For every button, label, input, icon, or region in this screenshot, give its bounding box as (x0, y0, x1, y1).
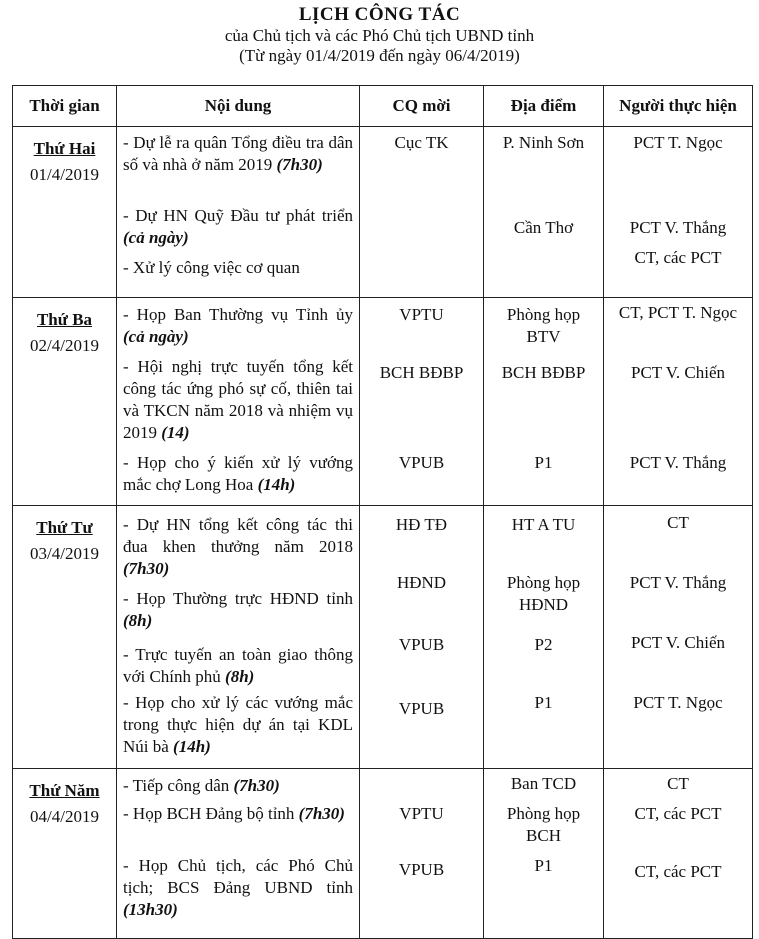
inviting-agency: VPUB (398, 635, 445, 654)
performer: PCT V. Thắng (629, 573, 727, 592)
location: BCH BĐBP (501, 363, 586, 382)
header-row (13, 86, 753, 127)
org-cell (360, 769, 484, 939)
location: Phòng họp HĐND (506, 573, 581, 614)
performer: PCT V. Chiến (630, 363, 725, 382)
schedule-item: - Dự HN tổng kết công tác thi đua khen thưởng năm 2018 (7h30) (123, 515, 353, 578)
day-name: Thứ Hai (33, 139, 96, 158)
schedule-item: - Họp cho xử lý các vướng mắc trong thực hiện dự án tại KDL Núi bà (14h) (123, 693, 353, 756)
inviting-agency: Cục TK (394, 133, 449, 152)
day-row-monday (13, 127, 753, 298)
schedule-item: - Họp Thường trực HĐND tỉnh (8h) (123, 589, 353, 630)
day-cell (13, 769, 117, 939)
place-cell (484, 298, 604, 506)
org-cell (360, 506, 484, 769)
place-cell (484, 769, 604, 939)
performer: PCT V. Thắng (629, 453, 727, 472)
schedule-item: - Dự HN Quỹ Đầu tư phát triển (cả ngày) (123, 206, 353, 247)
place-cell (484, 506, 604, 769)
person-cell (604, 506, 753, 769)
inviting-agency: VPTU (399, 804, 444, 823)
schedule-item: - Trực tuyến an toàn giao thông với Chính phủ (8h) (123, 645, 353, 686)
performer: PCT T. Ngọc (633, 693, 723, 712)
content-cell (117, 769, 360, 939)
org-cell (360, 298, 484, 506)
location: P. Ninh Sơn (502, 133, 585, 152)
date-range: (Từ ngày 01/4/2019 đến ngày 06/4/2019) (239, 46, 520, 65)
schedule-item: - Họp BCH Đảng bộ tỉnh (7h30) (123, 804, 345, 823)
schedule-item: - Họp cho ý kiến xử lý vướng mắc chợ Long Hoa (14h) (123, 453, 353, 494)
schedule-item: - Xử lý công việc cơ quan (123, 258, 300, 277)
performer: PCT V. Chiến (630, 633, 725, 652)
content-cell (117, 127, 360, 298)
location: Cần Thơ (513, 218, 574, 237)
inviting-agency: BCH BĐBP (379, 363, 464, 382)
performer: PCT V. Thắng (629, 218, 727, 237)
column-header-location: Địa điểm (484, 86, 604, 127)
location: HT A TU (511, 515, 576, 534)
document-subtitle: của Chủ tịch và các Phó Chủ tịch UBND tỉnh (224, 26, 535, 45)
document-title: LỊCH CÔNG TÁC (298, 4, 461, 25)
performer: CT, các PCT (634, 804, 722, 823)
column-header-inviting-agency: CQ mời (360, 86, 484, 127)
day-cell (13, 298, 117, 506)
performer: CT, các PCT (634, 248, 722, 267)
inviting-agency: VPUB (398, 699, 445, 718)
location: P1 (534, 693, 553, 712)
day-row-wednesday (13, 506, 753, 769)
day-name: Thứ Năm (29, 781, 100, 800)
person-cell (604, 769, 753, 939)
day-name: Thứ Tư (36, 518, 93, 537)
location: Phòng họp BTV (506, 305, 581, 346)
inviting-agency: VPTU (399, 305, 444, 324)
performer: CT, PCT T. Ngọc (618, 303, 738, 322)
column-header-content: Nội dung (117, 86, 360, 127)
inviting-agency: VPUB (398, 860, 445, 879)
inviting-agency: HĐ TĐ (395, 515, 448, 534)
location: Ban TCD (510, 774, 577, 793)
content-cell (117, 298, 360, 506)
column-header-time: Thời gian (13, 86, 117, 127)
day-date: 02/4/2019 (30, 336, 99, 355)
location: P1 (534, 453, 553, 472)
day-row-tuesday (13, 298, 753, 506)
day-cell (13, 506, 117, 769)
content-cell (117, 506, 360, 769)
person-cell (604, 298, 753, 506)
schedule-item: - Họp Ban Thường vụ Tỉnh ủy (cả ngày) (123, 305, 353, 346)
schedule-item: - Dự lễ ra quân Tổng điều tra dân số và nhà ở năm 2019 (7h30) (123, 133, 353, 174)
day-row-thursday (13, 769, 753, 939)
day-name: Thứ Ba (36, 310, 93, 329)
location: Phòng họp BCH (506, 804, 581, 845)
schedule-item: - Tiếp công dân (7h30) (123, 776, 280, 795)
org-cell (360, 127, 484, 298)
inviting-agency: HĐND (396, 573, 447, 592)
document-header (0, 0, 759, 66)
column-header-performer: Người thực hiện (604, 86, 753, 127)
person-cell (604, 127, 753, 298)
performer: CT, các PCT (634, 862, 722, 881)
inviting-agency: VPUB (398, 453, 445, 472)
day-date: 01/4/2019 (30, 165, 99, 184)
day-cell (13, 127, 117, 298)
performer: CT (667, 774, 689, 793)
performer: CT (667, 513, 689, 532)
schedule-item: - Hội nghị trực tuyến tổng kết công tác ứng phó sự cố, thiên tai và TKCN năm 2018 và nhiệm vụ 2019 (14) (123, 357, 353, 442)
day-date: 04/4/2019 (30, 807, 99, 826)
location: P1 (534, 856, 553, 875)
schedule-item: - Họp Chủ tịch, các Phó Chủ tịch; BCS Đảng UBND tỉnh (13h30) (123, 856, 353, 919)
schedule-table (12, 85, 753, 939)
day-date: 03/4/2019 (30, 544, 99, 563)
performer: PCT T. Ngọc (633, 133, 723, 152)
location: P2 (534, 635, 553, 654)
place-cell (484, 127, 604, 298)
